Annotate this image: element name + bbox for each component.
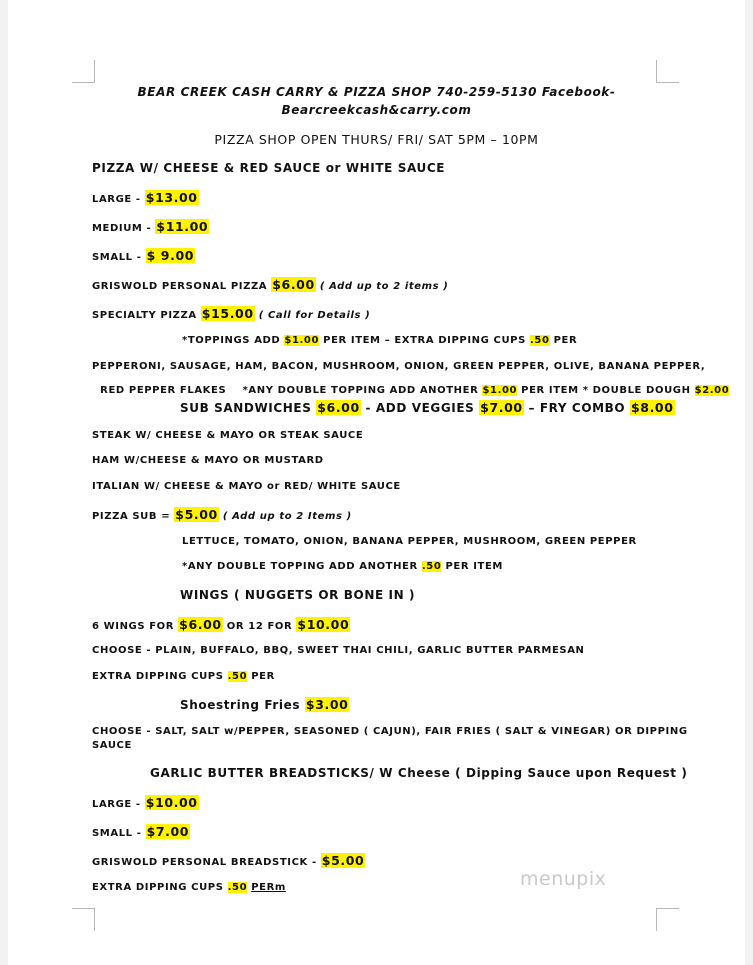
item-label: 6 WINGS FOR <box>92 621 179 632</box>
fries-options-line1: CHOOSE - SALT, SALT w/PEPPER, SEASONED ( CAJUN), FAIR FRIES ( SALT & VINEGAR) OR DIPPING <box>92 726 688 737</box>
breadsticks-small <box>92 824 190 839</box>
price-badge: $3.00 <box>305 697 349 712</box>
item-label: GRISWOLD PERSONAL PIZZA <box>92 281 272 292</box>
header-line1: BEAR CREEK CASH CARRY & PIZZA SHOP 740-259-5130 Facebook- <box>137 85 616 99</box>
item-label: PIZZA SUB = <box>92 511 175 522</box>
price-badge: $13.00 <box>145 190 198 205</box>
price-badge: $10.00 <box>145 795 198 810</box>
price-badge: $1.00 <box>284 335 320 346</box>
price-badge: $15.00 <box>201 306 254 321</box>
item-label: MEDIUM - <box>92 223 156 234</box>
toppings-text: PER <box>549 335 578 346</box>
price-badge: .50 <box>530 335 550 346</box>
toppings-list-line2 <box>92 374 729 396</box>
note-text: *ANY DOUBLE TOPPING ADD ANOTHER <box>182 561 422 572</box>
sub-item-pizza-sub <box>92 507 352 522</box>
header-line2: Bearcreekcash&carry.com <box>281 103 472 117</box>
sub-item-italian: ITALIAN W/ CHEESE & MAYO or RED/ WHITE SAUCE <box>92 481 401 492</box>
sub-item-ham: HAM W/CHEESE & MAYO OR MUSTARD <box>92 455 324 466</box>
wings-pricing <box>92 617 350 632</box>
subs-heading <box>180 400 675 415</box>
breadsticks-large <box>92 795 199 810</box>
menu-item-personal-pizza <box>92 277 448 292</box>
item-label: PERm <box>251 882 286 893</box>
fries-heading <box>180 697 349 712</box>
price-badge: $8.00 <box>630 400 674 415</box>
toppings-text: RED PEPPER FLAKES *ANY DOUBLE TOPPING ADD ANOTHER <box>100 385 483 396</box>
menu-item-specialty-pizza <box>92 306 370 321</box>
menu-item-pizza-medium <box>92 219 209 234</box>
crop-mark-bottom-right <box>656 908 679 931</box>
price-badge: $ 9.00 <box>146 248 195 263</box>
item-label: SPECIALTY PIZZA <box>92 310 201 321</box>
item-note: ( Add up to 2 items ) <box>315 281 449 292</box>
menupix-watermark: menupix <box>520 868 607 890</box>
toppings-text: *TOPPINGS ADD <box>182 335 285 346</box>
price-badge: .50 <box>227 671 248 682</box>
item-label: SMALL - <box>92 828 146 839</box>
fries-options-line2: SAUCE <box>92 740 132 751</box>
breadsticks-heading: GARLIC BUTTER BREADSTICKS/ W Cheese ( Dipping Sauce upon Request ) <box>150 766 688 780</box>
item-note: ( Add up to 2 Items ) <box>218 511 352 522</box>
price-badge: $1.00 <box>482 385 518 396</box>
toppings-text: PER ITEM * DOUBLE DOUGH <box>517 385 695 396</box>
item-label: PER <box>247 671 275 682</box>
item-label: EXTRA DIPPING CUPS <box>92 671 228 682</box>
note-text: PER ITEM <box>441 561 503 572</box>
crop-mark-bottom-left <box>72 908 95 931</box>
price-badge: $6.00 <box>317 400 360 415</box>
price-badge: $5.00 <box>321 853 365 868</box>
price-badge: $2.00 <box>694 385 730 396</box>
menu-item-pizza-large <box>92 190 199 205</box>
breadsticks-dipping-cups <box>92 882 286 893</box>
heading-text: SUB SANDWICHES <box>180 401 317 415</box>
price-badge: $7.00 <box>480 400 523 415</box>
toppings-note <box>182 335 577 346</box>
item-label: GRISWOLD PERSONAL BREADSTICK - <box>92 857 321 868</box>
pizza-heading: PIZZA W/ CHEESE & RED SAUCE or WHITE SAUCE <box>92 161 446 175</box>
price-badge: $10.00 <box>297 617 350 632</box>
shop-hours: PIZZA SHOP OPEN THURS/ FRI/ SAT 5PM – 10PM <box>214 132 539 147</box>
item-label: LARGE - <box>92 799 145 810</box>
sub-item-steak: STEAK W/ CHEESE & MAYO OR STEAK SAUCE <box>92 430 364 441</box>
item-label: SMALL - <box>92 252 146 263</box>
item-label: LARGE - <box>92 194 145 205</box>
price-badge: $6.00 <box>272 277 315 292</box>
item-label: EXTRA DIPPING CUPS <box>92 882 228 893</box>
crop-mark-top-right <box>656 60 679 83</box>
wings-flavors: CHOOSE - PLAIN, BUFFALO, BBQ, SWEET THAI CHILI, GARLIC BUTTER PARMESAN <box>92 645 585 656</box>
heading-text: – FRY COMBO <box>523 401 630 415</box>
wings-heading: WINGS ( NUGGETS OR BONE IN ) <box>180 588 416 602</box>
heading-text: - ADD VEGGIES <box>360 401 480 415</box>
item-label: OR 12 FOR <box>222 621 297 632</box>
price-badge: $5.00 <box>175 507 218 522</box>
toppings-text: PER ITEM – EXTRA DIPPING CUPS <box>319 335 530 346</box>
price-badge: .50 <box>421 561 442 572</box>
price-badge: $6.00 <box>179 617 222 632</box>
breadsticks-personal <box>92 853 365 868</box>
sub-double-topping-note <box>182 561 503 572</box>
wings-dipping-cups <box>92 671 275 682</box>
price-badge: $7.00 <box>146 824 190 839</box>
price-badge: .50 <box>227 882 248 893</box>
item-note: ( Call for Details ) <box>254 310 371 321</box>
price-badge: $11.00 <box>156 219 209 234</box>
menu-item-pizza-small <box>92 248 195 263</box>
sub-veggie-list: LETTUCE, TOMATO, ONION, BANANA PEPPER, MUSHROOM, GREEN PEPPER <box>182 536 637 547</box>
heading-text: Shoestring Fries <box>180 698 305 712</box>
toppings-list-line1: PEPPERONI, SAUSAGE, HAM, BACON, MUSHROOM, ONION, GREEN PEPPER, OLIVE, BANANA PEPPER, <box>92 361 706 372</box>
crop-mark-top-left <box>72 60 95 83</box>
